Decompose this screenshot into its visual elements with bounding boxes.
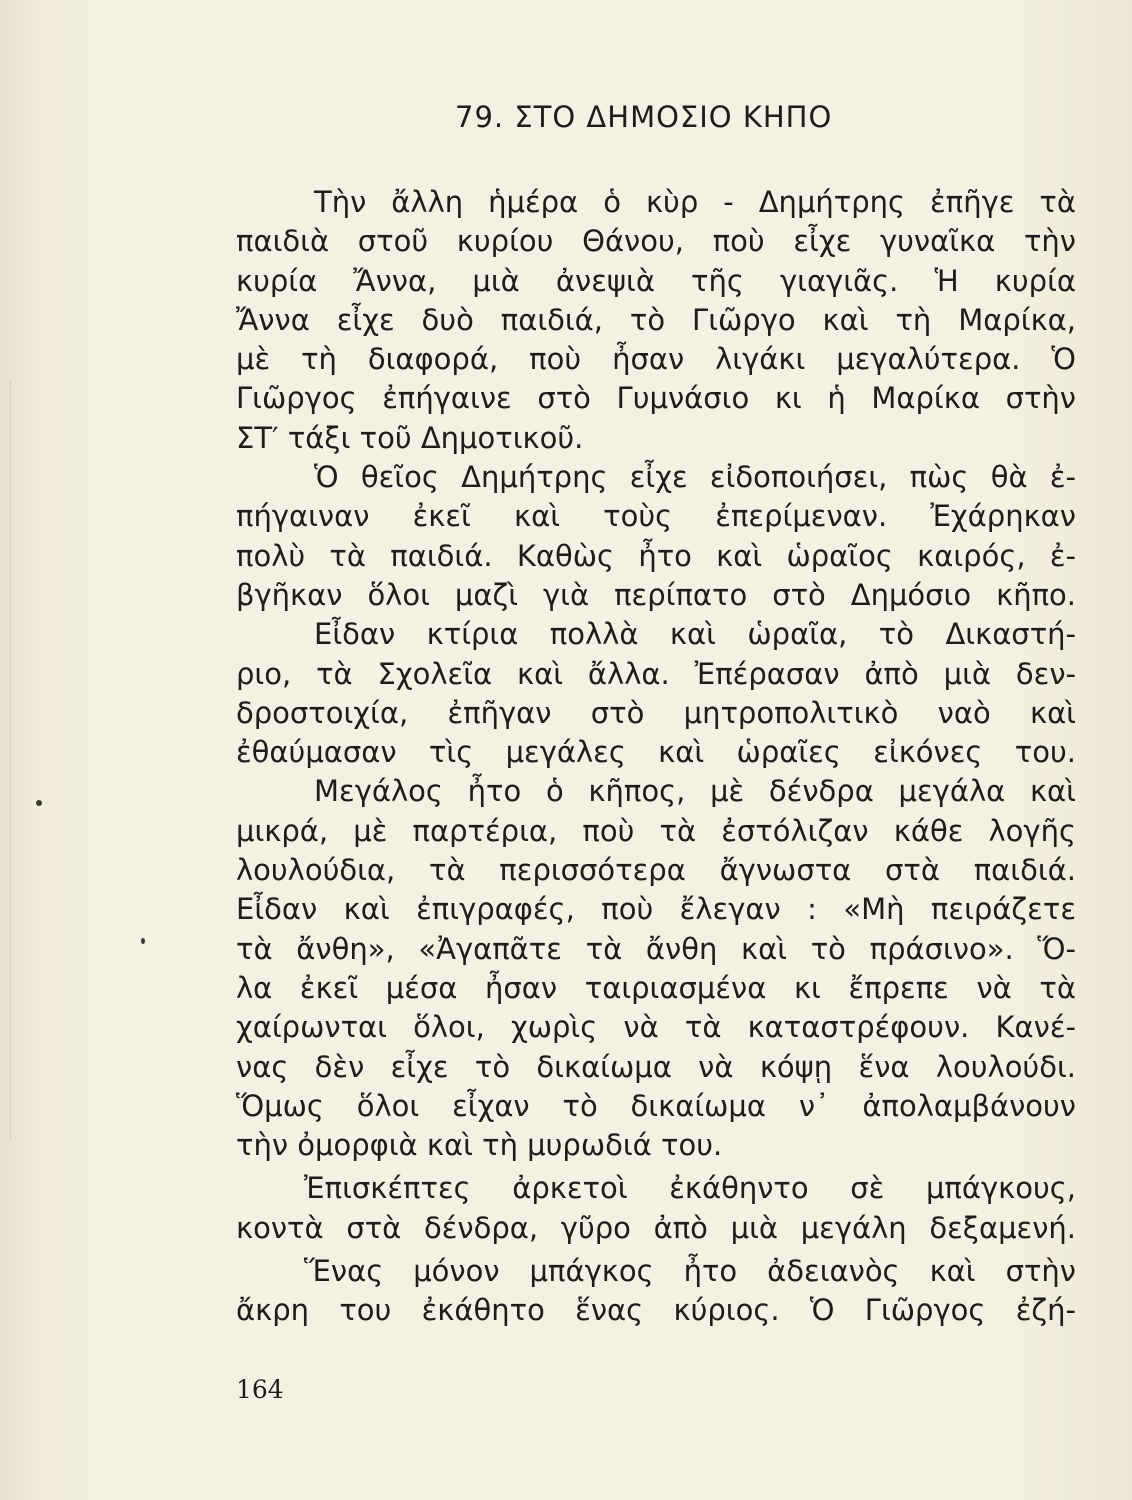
text-line: μὲ τὴ διαφορά, ποὺ ἦσαν λιγάκι μεγαλύτερα. Ὁ <box>236 342 1076 377</box>
text-line: δροστοιχία, ἐπῆγαν στὸ μητροπολιτικὸ ναὸ καὶ <box>236 695 1076 730</box>
paragraph <box>236 183 1076 458</box>
text-line: πολὺ τὰ παιδιά. Καθὼς ἦτο καὶ ὡραῖος καιρός, ἐ- <box>236 538 1076 573</box>
text-line: Ἐπισκέπτες ἀρκετοὶ ἐκάθηντο σὲ μπάγκους, <box>304 1171 1076 1206</box>
text-line: χαίρωνται ὅλοι, χωρὶς νὰ τὰ καταστρέφουν. Κανέ- <box>236 1010 1076 1045</box>
text-line: ἐθαύμασαν τὶς μεγάλες καὶ ὡραῖες εἰκόνες του. <box>236 735 1076 770</box>
print-speck <box>36 800 42 806</box>
text-line: τὴν ὀμορφιὰ καὶ τὴ μυρωδιά του. <box>236 1128 723 1163</box>
text-line: κοντὰ στὰ δένδρα, γῦρο ἀπὸ μιὰ μεγάλη δεξαμενή. <box>236 1210 1076 1245</box>
text-line: Εἶδαν κτίρια πολλὰ καὶ ὡραῖα, τὸ Δικαστή- <box>314 617 1076 652</box>
text-line: παιδιὰ στοῦ κυρίου Θάνου, ποὺ εἶχε γυναῖκα τὴν <box>236 224 1076 259</box>
text-line: Ὅμως ὅλοι εἶχαν τὸ δικαίωμα ν᾽ ἀπολαμβάνουν <box>236 1088 1076 1123</box>
chapter-title: 79. ΣΤΟ ΔΗΜΟΣΙΟ ΚΗΠΟ <box>455 100 833 134</box>
print-speck <box>141 938 145 944</box>
text-line: Τὴν ἄλλη ἡμέρα ὁ κὺρ - Δημήτρης ἐπῆγε τὰ <box>314 185 1076 219</box>
body-text <box>236 183 1076 1331</box>
text-line: Ὁ θεῖος Δημήτρης εἶχε εἰδοποιήσει, πὼς θὰ ἐ- <box>314 460 1076 495</box>
text-line: Εἶδαν καὶ ἐπιγραφές, ποὺ ἔλεγαν : «Μὴ πειράζετε <box>236 892 1076 927</box>
text-line: λουλούδια, τὰ περισσότερα ἄγνωστα στὰ παιδιά. <box>236 853 1076 888</box>
paragraph <box>236 1252 1076 1331</box>
text-line: πήγαιναν ἐκεῖ καὶ τοὺς ἐπερίμεναν. Ἐχάρηκαν <box>236 499 1076 534</box>
text-line: κυρία Ἄννα, μιὰ ἀνεψιὰ τῆς γιαγιᾶς. Ἡ κυρία <box>236 263 1076 298</box>
text-line: ἄκρη του ἐκάθητο ἕνας κύριος. Ὁ Γιῶργος ἐζή- <box>236 1293 1076 1328</box>
text-line: βγῆκαν ὅλοι μαζὶ γιὰ περίπατο στὸ Δημόσιο κῆπο. <box>236 577 1076 612</box>
paragraph <box>236 1169 1076 1248</box>
page-number: 164 <box>236 1375 284 1404</box>
text-line: νας δὲν εἶχε τὸ δικαίωμα νὰ κόψῃ ἕνα λουλούδι. <box>236 1049 1076 1084</box>
text-line: Ἄννα εἶχε δυὸ παιδιά, τὸ Γιῶργο καὶ τὴ Μαρίκα, <box>236 302 1076 337</box>
text-line: τὰ ἄνθη», «Ἀγαπᾶτε τὰ ἄνθη καὶ τὸ πράσινο». Ὅ- <box>236 931 1076 966</box>
text-line: Μεγάλος ἦτο ὁ κῆπος, μὲ δένδρα μεγάλα καὶ <box>314 774 1076 809</box>
text-line: μικρά, μὲ παρτέρια, ποὺ τὰ ἐστόλιζαν κάθε λογῆς <box>236 813 1076 848</box>
paragraph <box>236 772 1076 1165</box>
text-line: ριο, τὰ Σχολεῖα καὶ ἄλλα. Ἐπέρασαν ἀπὸ μιὰ δεν- <box>236 656 1076 691</box>
text-line: Γιῶργος ἐπήγαινε στὸ Γυμνάσιο κι ἡ Μαρίκα στὴν <box>236 381 1076 416</box>
paragraph <box>236 615 1076 772</box>
text-line: λα ἐκεῖ μέσα ἦσαν ταιριασμένα κι ἔπρεπε νὰ τὰ <box>236 970 1076 1005</box>
text-line: ΣΤ′ τάξι τοῦ Δημοτικοῦ. <box>236 420 584 455</box>
text-line: Ἕνας μόνον μπάγκος ἦτο ἀδειανὸς καὶ στὴν <box>304 1254 1076 1289</box>
paragraph <box>236 458 1076 615</box>
binding-shadow <box>10 380 11 1140</box>
